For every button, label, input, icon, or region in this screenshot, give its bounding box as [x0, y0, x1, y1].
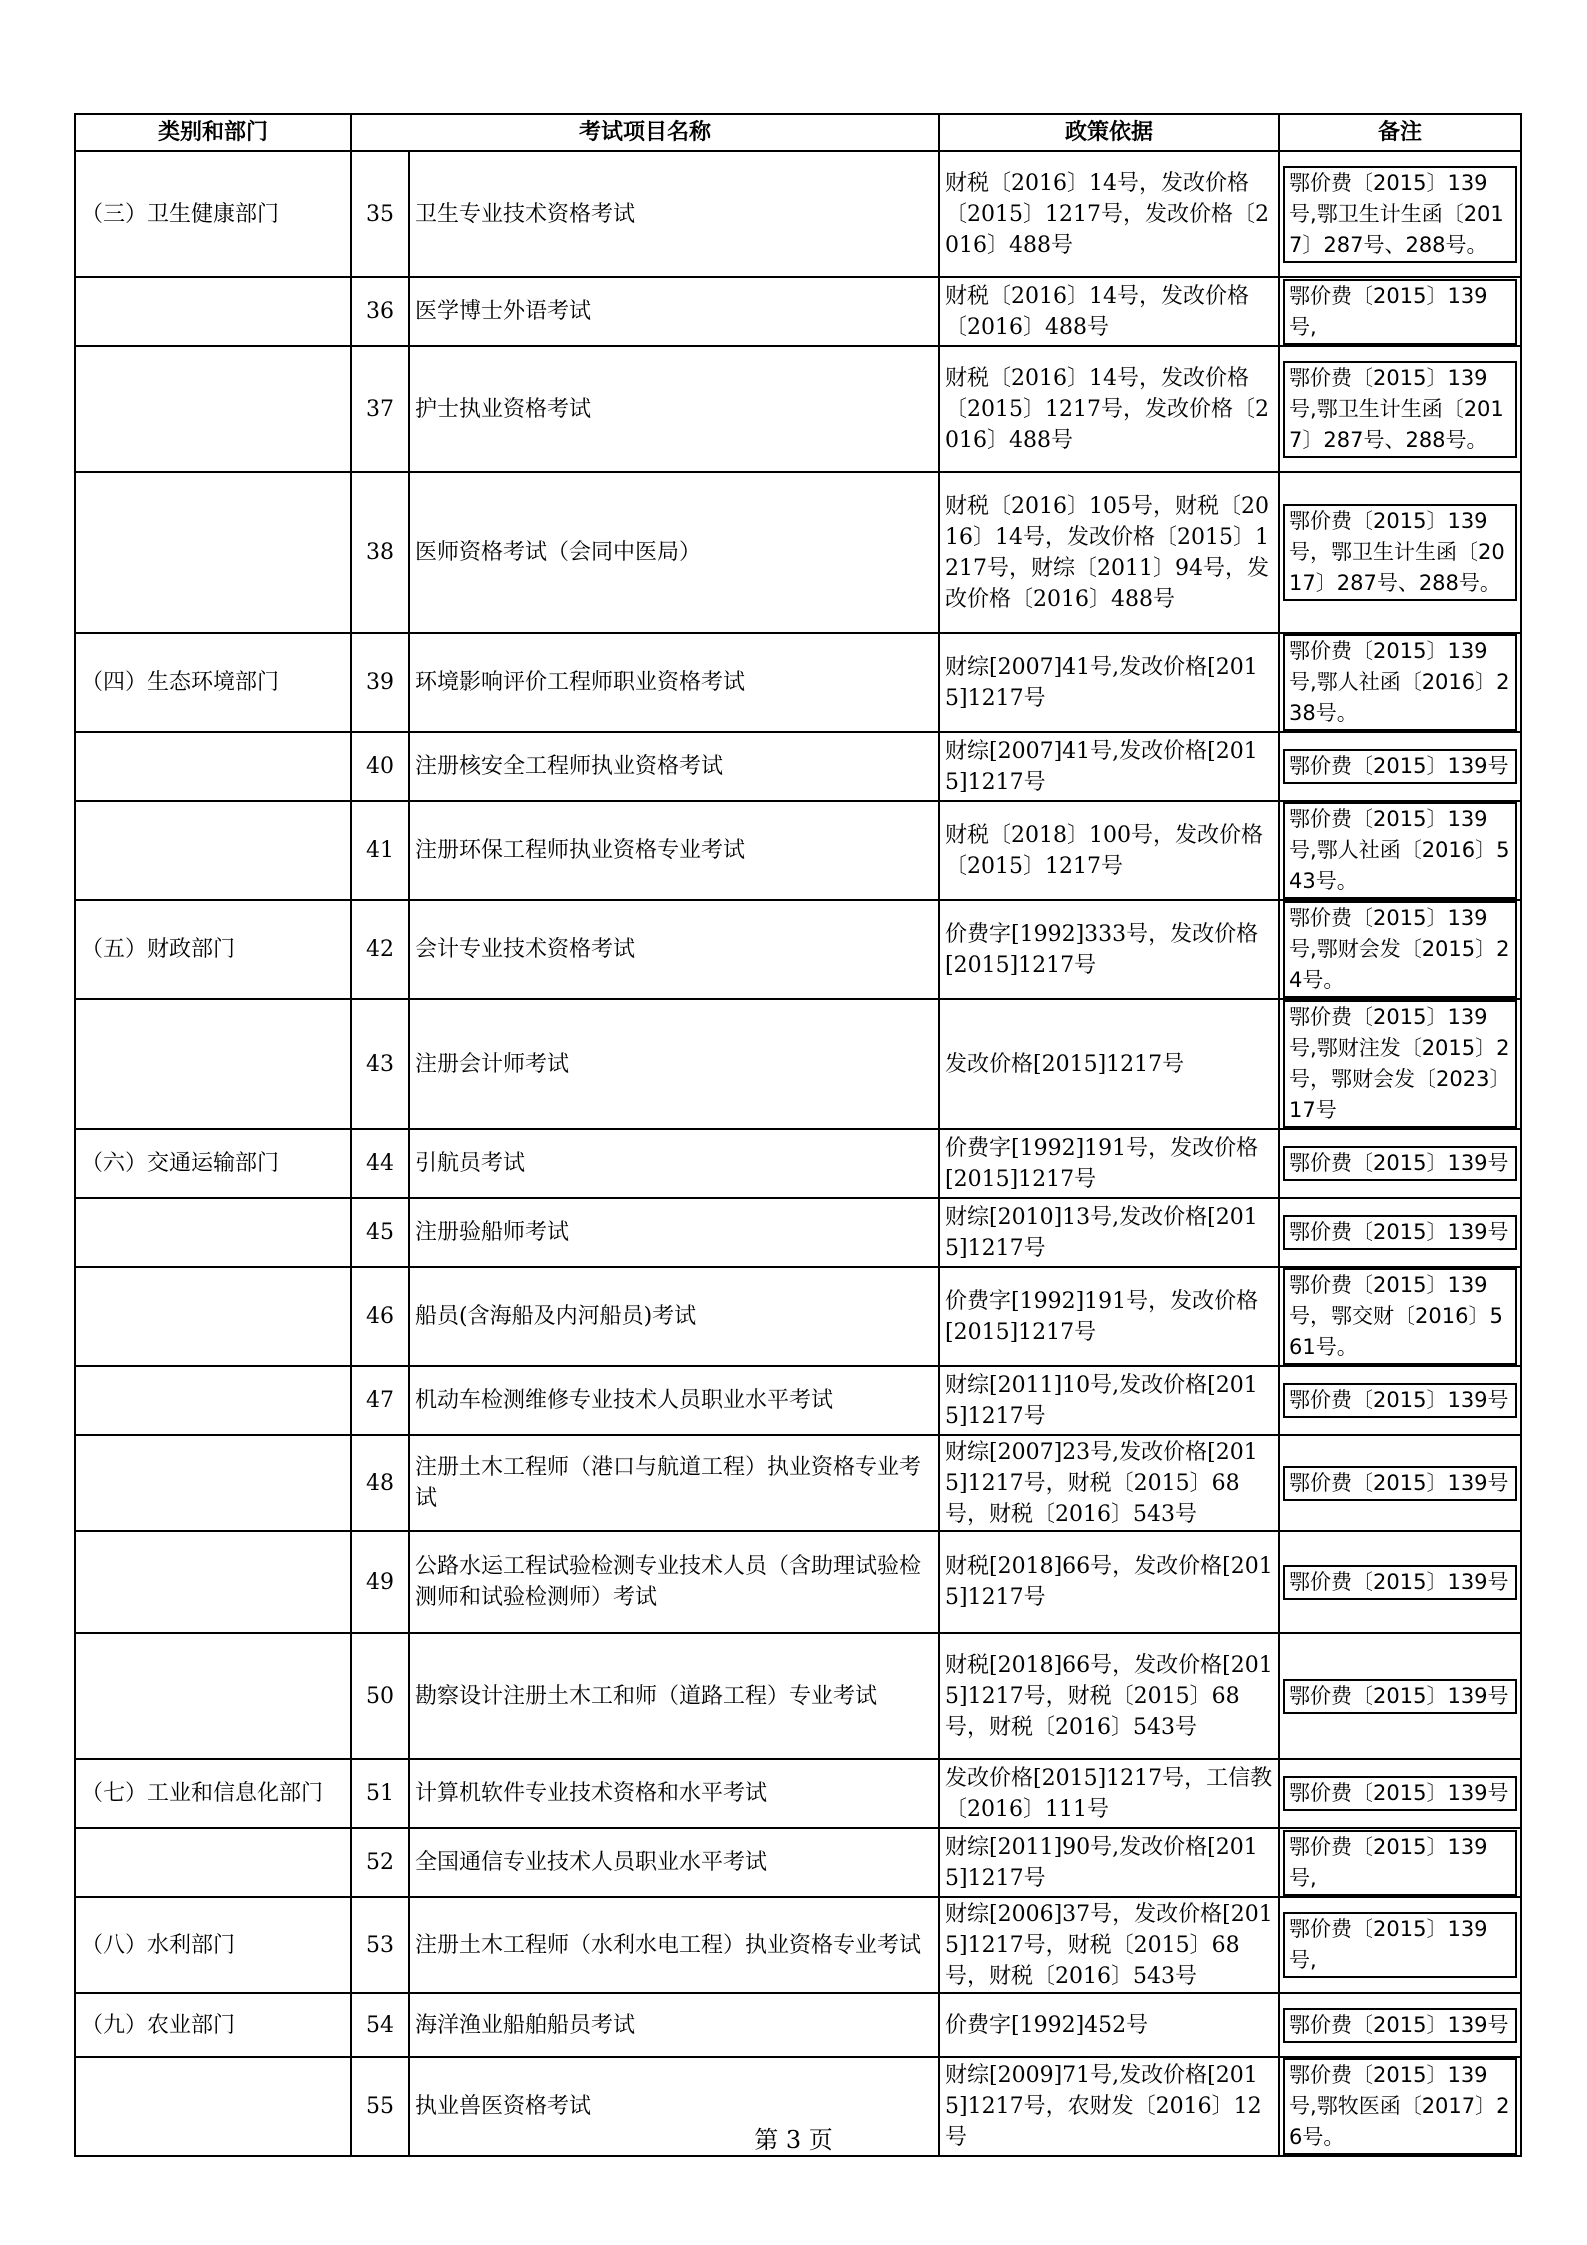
category-cell [75, 1531, 351, 1633]
category-cell: （五）财政部门 [75, 900, 351, 999]
table-row [75, 151, 1521, 277]
note-text: 鄂价费〔2015〕139号 [1283, 1679, 1517, 1714]
note-text: 鄂价费〔2015〕139号,鄂卫生计生函〔2017〕287号、288号。 [1283, 166, 1517, 263]
policy-basis: 财综[2007]41号,发改价格[2015]1217号 [939, 732, 1279, 801]
item-number: 45 [351, 1198, 409, 1267]
item-number: 38 [351, 472, 409, 633]
category-cell: （九）农业部门 [75, 1993, 351, 2057]
category-cell [75, 1366, 351, 1435]
note-text: 鄂价费〔2015〕139号 [1283, 2008, 1517, 2043]
category-cell [75, 1435, 351, 1531]
note-text: 鄂价费〔2015〕139号, [1283, 279, 1517, 345]
policy-basis: 财综[2011]10号,发改价格[2015]1217号 [939, 1366, 1279, 1435]
table-row [75, 633, 1521, 732]
note-cell [1279, 346, 1521, 472]
exam-name: 医学博士外语考试 [409, 277, 939, 346]
note-text: 鄂价费〔2015〕139号 [1283, 1565, 1517, 1600]
category-cell [75, 801, 351, 900]
note-cell [1279, 1828, 1521, 1897]
exam-name: 注册会计师考试 [409, 999, 939, 1129]
note-text: 鄂价费〔2015〕139号, [1283, 1912, 1517, 1978]
exam-name: 公路水运工程试验检测专业技术人员（含助理试验检测师和试验检测师）考试 [409, 1531, 939, 1633]
note-cell [1279, 900, 1521, 999]
table-row [75, 999, 1521, 1129]
item-number: 54 [351, 1993, 409, 2057]
table-row [75, 1828, 1521, 1897]
policy-basis: 财综[2006]37号，发改价格[2015]1217号，财税〔2015〕68号，财税〔2016〕543号 [939, 1897, 1279, 1993]
policy-basis: 财税〔2016〕14号，发改价格〔2016〕488号 [939, 277, 1279, 346]
note-text: 鄂价费〔2015〕139号,鄂人社函〔2016〕543号。 [1283, 802, 1517, 899]
note-text: 鄂价费〔2015〕139号，鄂卫生计生函〔2017〕287号、288号。 [1283, 504, 1517, 601]
table-row [75, 1633, 1521, 1759]
category-cell: （三）卫生健康部门 [75, 151, 351, 277]
category-cell [75, 1267, 351, 1366]
note-text: 鄂价费〔2015〕139号,鄂财注发〔2015〕2号，鄂财会发〔2023〕17号 [1283, 1000, 1517, 1128]
table-row [75, 1198, 1521, 1267]
exam-name: 注册土木工程师（港口与航道工程）执业资格专业考试 [409, 1435, 939, 1531]
item-number: 36 [351, 277, 409, 346]
exam-name: 计算机软件专业技术资格和水平考试 [409, 1759, 939, 1828]
exam-name: 卫生专业技术资格考试 [409, 151, 939, 277]
table-body [75, 151, 1521, 2156]
exam-name: 注册土木工程师（水利水电工程）执业资格专业考试 [409, 1897, 939, 1993]
exam-name: 注册验船师考试 [409, 1198, 939, 1267]
policy-basis: 财综[2011]90号,发改价格[2015]1217号 [939, 1828, 1279, 1897]
note-cell [1279, 151, 1521, 277]
category-cell [75, 472, 351, 633]
note-cell [1279, 1129, 1521, 1198]
note-text: 鄂价费〔2015〕139号 [1283, 1776, 1517, 1811]
category-cell [75, 1633, 351, 1759]
policy-basis: 财税〔2016〕14号，发改价格〔2015〕1217号，发改价格〔2016〕488号 [939, 151, 1279, 277]
policy-basis: 财综[2007]41号,发改价格[2015]1217号 [939, 633, 1279, 732]
table-row [75, 1531, 1521, 1633]
exam-name: 注册核安全工程师执业资格考试 [409, 732, 939, 801]
category-cell [75, 1828, 351, 1897]
item-number: 40 [351, 732, 409, 801]
exam-name: 引航员考试 [409, 1129, 939, 1198]
header-category: 类别和部门 [75, 114, 351, 151]
exam-name: 海洋渔业船舶船员考试 [409, 1993, 939, 2057]
exam-name: 医师资格考试（会同中医局） [409, 472, 939, 633]
note-text: 鄂价费〔2015〕139号,鄂卫生计生函〔2017〕287号、288号。 [1283, 361, 1517, 458]
note-cell [1279, 1198, 1521, 1267]
category-cell [75, 277, 351, 346]
table-row [75, 1897, 1521, 1993]
policy-basis: 财综[2007]23号,发改价格[2015]1217号，财税〔2015〕68号，财税〔2016〕543号 [939, 1435, 1279, 1531]
fee-table [74, 113, 1522, 2157]
note-text: 鄂价费〔2015〕139号 [1283, 1146, 1517, 1181]
item-number: 47 [351, 1366, 409, 1435]
note-text: 鄂价费〔2015〕139号 [1283, 1466, 1517, 1501]
table-row [75, 1267, 1521, 1366]
note-cell [1279, 1435, 1521, 1531]
table-row [75, 1759, 1521, 1828]
category-cell [75, 732, 351, 801]
policy-basis: 发改价格[2015]1217号 [939, 999, 1279, 1129]
policy-basis: 财税[2018]66号，发改价格[2015]1217号 [939, 1531, 1279, 1633]
policy-basis: 财综[2009]71号,发改价格[2015]1217号，农财发〔2016〕12号 [939, 2057, 1279, 2156]
item-number: 44 [351, 1129, 409, 1198]
note-cell [1279, 732, 1521, 801]
item-number: 39 [351, 633, 409, 732]
exam-name: 执业兽医资格考试 [409, 2057, 939, 2156]
table-row [75, 1993, 1521, 2057]
item-number: 43 [351, 999, 409, 1129]
note-cell [1279, 277, 1521, 346]
exam-name: 环境影响评价工程师职业资格考试 [409, 633, 939, 732]
category-cell: （六）交通运输部门 [75, 1129, 351, 1198]
note-text: 鄂价费〔2015〕139号 [1283, 1215, 1517, 1250]
note-text: 鄂价费〔2015〕139号,鄂人社函〔2016〕238号。 [1283, 634, 1517, 731]
note-text: 鄂价费〔2015〕139号，鄂交财〔2016〕561号。 [1283, 1268, 1517, 1365]
note-cell [1279, 633, 1521, 732]
item-number: 35 [351, 151, 409, 277]
item-number: 53 [351, 1897, 409, 1993]
category-cell: （四）生态环境部门 [75, 633, 351, 732]
item-number: 46 [351, 1267, 409, 1366]
policy-basis: 价费字[1992]191号，发改价格[2015]1217号 [939, 1129, 1279, 1198]
note-text: 鄂价费〔2015〕139号,鄂牧医函〔2017〕26号。 [1283, 2058, 1517, 2155]
note-cell [1279, 1531, 1521, 1633]
note-cell [1279, 1993, 1521, 2057]
policy-basis: 财税〔2018〕100号，发改价格〔2015〕1217号 [939, 801, 1279, 900]
exam-name: 船员(含海船及内河船员)考试 [409, 1267, 939, 1366]
policy-basis: 价费字[1992]191号，发改价格[2015]1217号 [939, 1267, 1279, 1366]
table-row [75, 1129, 1521, 1198]
policy-basis: 发改价格[2015]1217号，工信教〔2016〕111号 [939, 1759, 1279, 1828]
category-cell [75, 1198, 351, 1267]
exam-name: 机动车检测维修专业技术人员职业水平考试 [409, 1366, 939, 1435]
note-text: 鄂价费〔2015〕139号, [1283, 1830, 1517, 1896]
item-number: 49 [351, 1531, 409, 1633]
category-cell: （八）水利部门 [75, 1897, 351, 1993]
category-cell [75, 999, 351, 1129]
exam-name: 护士执业资格考试 [409, 346, 939, 472]
header-note: 备注 [1279, 114, 1521, 151]
header-project: 考试项目名称 [351, 114, 939, 151]
policy-basis: 价费字[1992]452号 [939, 1993, 1279, 2057]
note-cell [1279, 1633, 1521, 1759]
table-row [75, 472, 1521, 633]
page-number: 第 3 页 [754, 2126, 833, 2154]
item-number: 37 [351, 346, 409, 472]
category-cell [75, 346, 351, 472]
exam-name: 会计专业技术资格考试 [409, 900, 939, 999]
header-policy: 政策依据 [939, 114, 1279, 151]
policy-basis: 财综[2010]13号,发改价格[2015]1217号 [939, 1198, 1279, 1267]
note-cell [1279, 1366, 1521, 1435]
note-cell [1279, 1759, 1521, 1828]
item-number: 48 [351, 1435, 409, 1531]
item-number: 55 [351, 2057, 409, 2156]
item-number: 42 [351, 900, 409, 999]
table-row [75, 801, 1521, 900]
note-cell [1279, 1897, 1521, 1993]
exam-name: 全国通信专业技术人员职业水平考试 [409, 1828, 939, 1897]
note-cell [1279, 1267, 1521, 1366]
policy-basis: 财税[2018]66号，发改价格[2015]1217号，财税〔2015〕68号，财税〔2016〕543号 [939, 1633, 1279, 1759]
note-cell [1279, 999, 1521, 1129]
note-cell [1279, 801, 1521, 900]
table-row [75, 900, 1521, 999]
item-number: 41 [351, 801, 409, 900]
table-row [75, 1435, 1521, 1531]
table-row [75, 732, 1521, 801]
item-number: 50 [351, 1633, 409, 1759]
policy-basis: 财税〔2016〕105号，财税〔2016〕14号，发改价格〔2015〕1217号，财综〔2011〕94号，发改价格〔2016〕488号 [939, 472, 1279, 633]
item-number: 51 [351, 1759, 409, 1828]
note-cell [1279, 472, 1521, 633]
policy-basis: 财税〔2016〕14号，发改价格〔2015〕1217号，发改价格〔2016〕488号 [939, 346, 1279, 472]
item-number: 52 [351, 1828, 409, 1897]
table-row [75, 346, 1521, 472]
header-row [75, 114, 1521, 151]
category-cell: （七）工业和信息化部门 [75, 1759, 351, 1828]
exam-name: 勘察设计注册土木工和师（道路工程）专业考试 [409, 1633, 939, 1759]
table-row [75, 1366, 1521, 1435]
policy-basis: 价费字[1992]333号，发改价格[2015]1217号 [939, 900, 1279, 999]
note-text: 鄂价费〔2015〕139号 [1283, 1383, 1517, 1418]
note-text: 鄂价费〔2015〕139号 [1283, 749, 1517, 784]
table-row [75, 277, 1521, 346]
exam-name: 注册环保工程师执业资格专业考试 [409, 801, 939, 900]
note-text: 鄂价费〔2015〕139号,鄂财会发〔2015〕24号。 [1283, 901, 1517, 998]
